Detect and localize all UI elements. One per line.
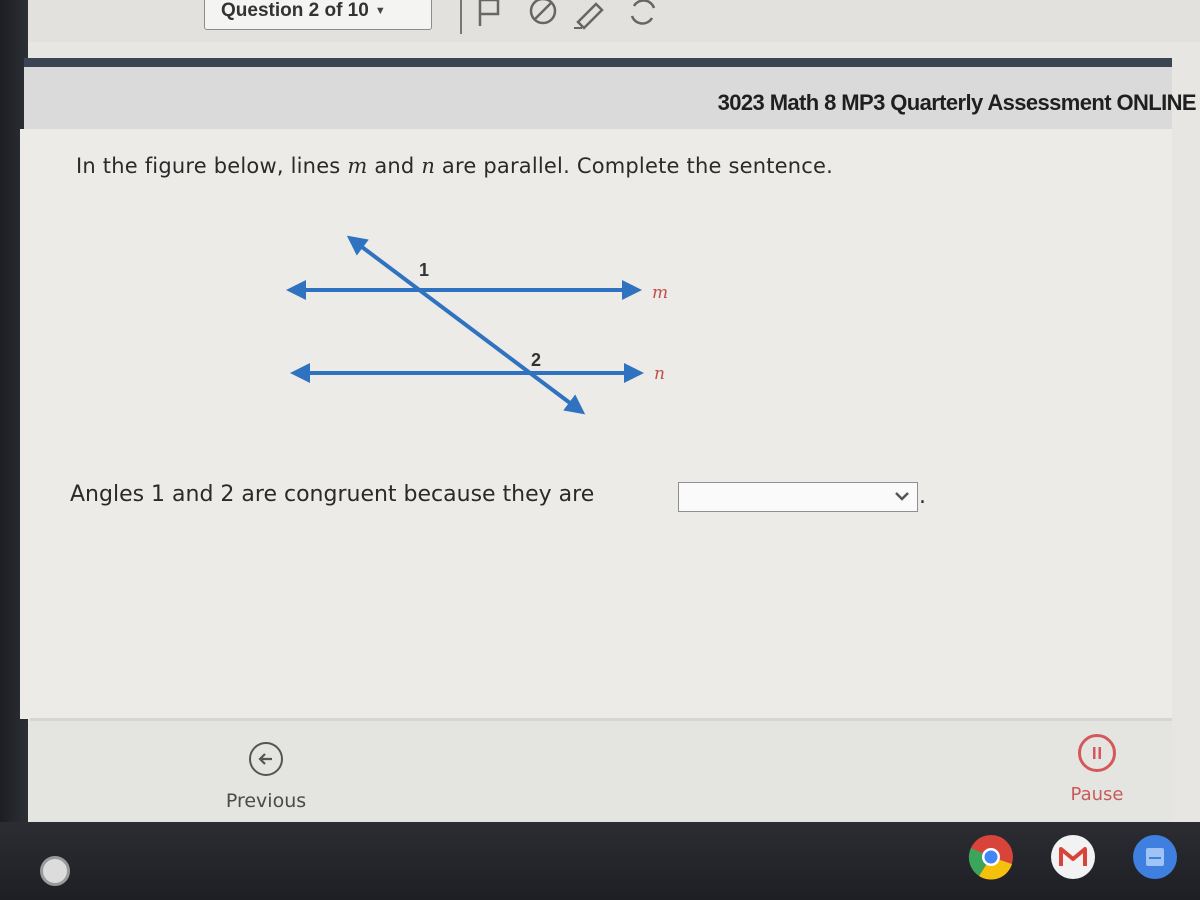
refresh-icon[interactable]	[626, 0, 660, 30]
answer-sentence: Angles 1 and 2 are congruent because they are	[70, 482, 595, 507]
previous-label: Previous	[225, 790, 307, 812]
angle-2-label: 2	[531, 350, 542, 370]
no-entry-icon[interactable]	[526, 0, 560, 30]
files-icon[interactable]	[1132, 834, 1178, 880]
flag-icon[interactable]	[472, 0, 506, 30]
pause-label: Pause	[1070, 784, 1124, 805]
chevron-down-icon	[893, 487, 911, 505]
question-prompt	[76, 154, 833, 178]
parallel-lines-figure	[270, 220, 710, 430]
question-selector[interactable]	[204, 0, 432, 30]
sentence-period: .	[919, 484, 926, 509]
angle-1-label: 1	[419, 260, 430, 280]
question-selector-label: Question 2 of 10	[221, 0, 369, 21]
assessment-title: 3023 Math 8 MP3 Quarterly Assessment ONLINE	[717, 90, 1196, 115]
prompt-text-middle: and	[367, 154, 422, 178]
prompt-text-end: are parallel. Complete the sentence.	[435, 154, 834, 178]
prompt-var-m: m	[347, 154, 368, 178]
caret-down-icon: ▼	[374, 5, 386, 17]
line-n-label: n	[654, 364, 665, 384]
prompt-text-start: In the figure below, lines	[76, 154, 348, 178]
answer-dropdown[interactable]	[678, 482, 918, 512]
pause-button[interactable]	[1062, 734, 1132, 814]
header-bar	[24, 58, 1172, 67]
os-shelf	[0, 822, 1200, 900]
launcher-icon[interactable]	[40, 856, 70, 886]
pause-icon	[1078, 734, 1116, 772]
footer-bar	[30, 721, 1172, 822]
transversal	[350, 238, 582, 412]
pencil-icon[interactable]	[572, 0, 606, 30]
chrome-icon[interactable]	[968, 834, 1014, 880]
arrow-left-icon	[249, 742, 283, 776]
prompt-var-n: n	[421, 154, 436, 178]
gmail-icon[interactable]	[1050, 834, 1096, 880]
toolbar-divider	[460, 0, 462, 34]
line-m-label: m	[652, 283, 669, 303]
previous-button[interactable]	[218, 742, 314, 822]
